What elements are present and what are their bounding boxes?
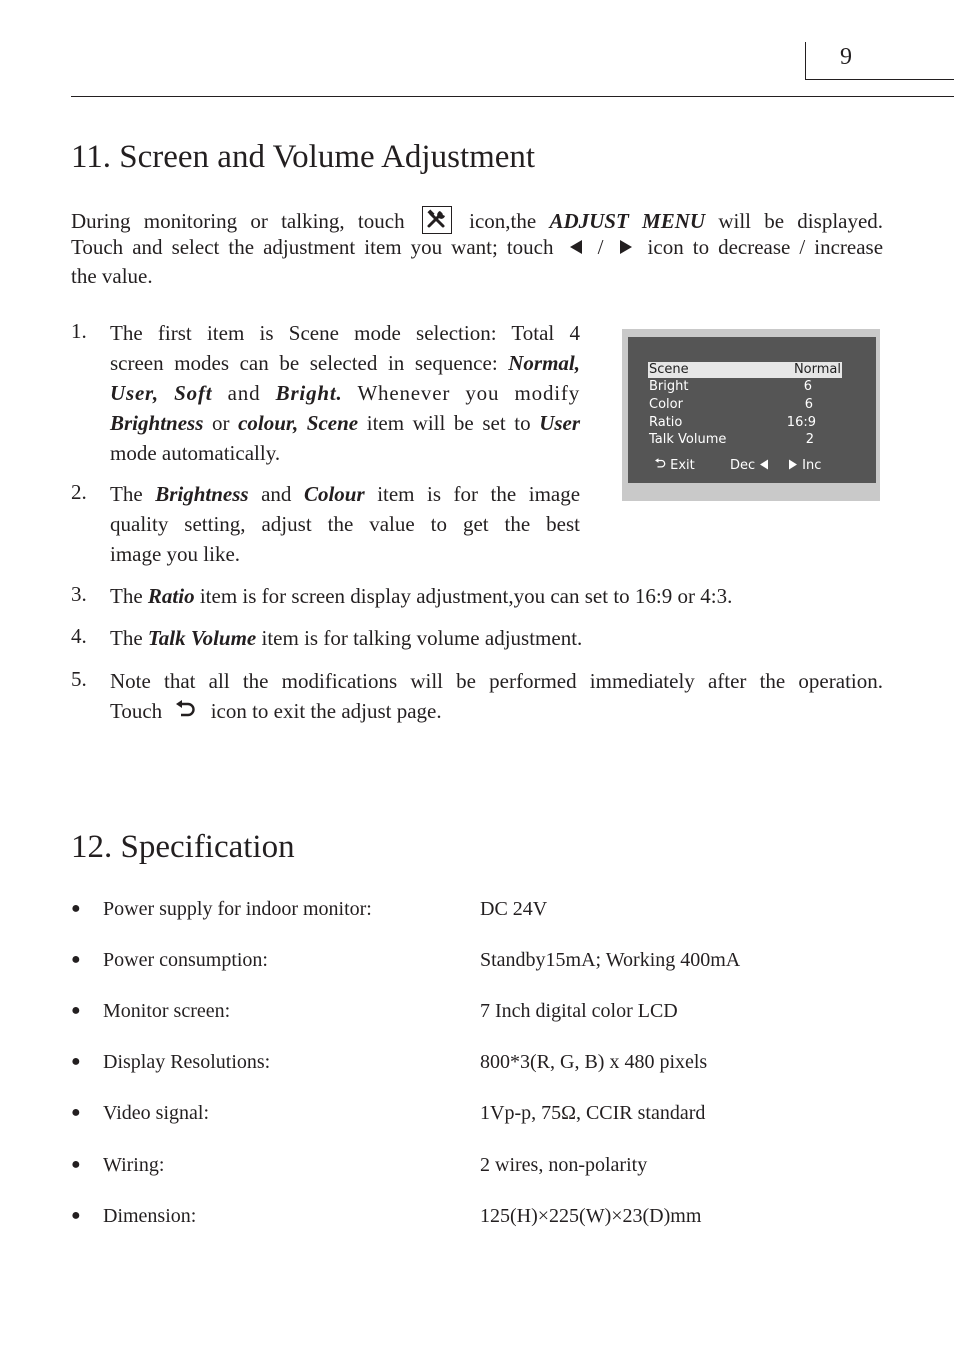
section-11-title: 11. Screen and Volume Adjustment (71, 139, 536, 175)
osd-dec-button: Dec (730, 458, 769, 474)
item-3-number: 3. (71, 582, 87, 606)
spec-bullet: ● (71, 1207, 81, 1224)
spec-value-video-signal: 1Vp-p, 75Ω, CCIR standard (480, 1102, 706, 1124)
osd-row-color: Color 6 (649, 397, 813, 412)
item-4-text: The Talk Volume item is for talking volume adjustment. (110, 626, 583, 650)
spec-label-wiring: Wiring: (103, 1154, 165, 1176)
spec-bullet: ● (71, 1053, 81, 1070)
osd-row-ratio: Ratio 16:9 (649, 415, 816, 430)
spec-bullet: ● (71, 951, 81, 968)
spec-bullet: ● (71, 1002, 81, 1019)
spec-label-power-consumption: Power consumption: (103, 949, 268, 971)
item-5-number: 5. (71, 667, 87, 691)
section-12-title: 12. Specification (71, 829, 295, 865)
spec-label-dimension: Dimension: (103, 1205, 197, 1227)
spec-value-wiring: 2 wires, non-polarity (480, 1154, 648, 1176)
page-number: 9 (840, 44, 852, 70)
spec-label-display-resolutions: Display Resolutions: (103, 1051, 271, 1073)
item-5-text: Note that all the modifications will be performed immediately after the operation. Touch icon to exit the adjust page. (110, 669, 883, 723)
page-number-box (805, 42, 954, 80)
item-2-number: 2. (71, 480, 87, 504)
spec-bullet: ● (71, 1104, 81, 1121)
osd-row-bright: Bright 6 (649, 379, 812, 394)
header-rule (71, 96, 954, 97)
item-3-text: The Ratio item is for screen display adjustment,you can set to 16:9 or 4:3. (110, 584, 733, 608)
adjust-tools-icon (422, 206, 452, 234)
spec-label-video-signal: Video signal: (103, 1102, 210, 1124)
return-icon (175, 700, 197, 720)
intro-line-2: Touch and select the adjustment item you want; touch / icon to decrease / increase (71, 235, 884, 259)
osd-inc-button: Inc (788, 458, 821, 474)
item-4-number: 4. (71, 624, 87, 648)
increase-arrow-icon (619, 239, 633, 255)
item-2-text: The Brightness and Colour item is for the image quality setting, adjust the value to get the best image you like. (110, 482, 581, 566)
spec-value-power-supply: DC 24V (480, 898, 548, 920)
osd-inc-icon (788, 459, 798, 470)
osd-row-scene: Scene Normal (649, 362, 841, 377)
item-1-text: The first item is Scene mode selection: Total 4 screen modes can be selected in sequence: Normal, User, Soft and Bright. Whenever you modify Brightness or colour, Scene item will be set to User mode automatically. (110, 321, 581, 465)
decrease-arrow-icon (569, 239, 583, 255)
spec-value-monitor-screen: 7 Inch digital color LCD (480, 1000, 678, 1022)
intro-line-3: the value. (71, 264, 153, 288)
spec-value-power-consumption: Standby15mA; Working 400mA (480, 949, 741, 971)
spec-value-display-resolutions: 800*3(R, G, B) x 480 pixels (480, 1051, 708, 1073)
item-1-number: 1. (71, 319, 87, 343)
osd-exit-button: Exit (654, 458, 695, 474)
intro-line-1: During monitoring or talking, touch icon,the ADJUST MENU will be displayed. (71, 206, 883, 236)
osd-row-talk-volume: Talk Volume 2 (649, 432, 814, 447)
spec-label-power-supply: Power supply for indoor monitor: (103, 898, 372, 920)
spec-bullet: ● (71, 1156, 81, 1173)
spec-label-monitor-screen: Monitor screen: (103, 1000, 231, 1022)
osd-dec-icon (759, 459, 769, 470)
spec-value-dimension: 125(H)×225(W)×23(D)mm (480, 1205, 702, 1227)
spec-bullet: ● (71, 900, 81, 917)
osd-exit-icon (654, 458, 666, 470)
